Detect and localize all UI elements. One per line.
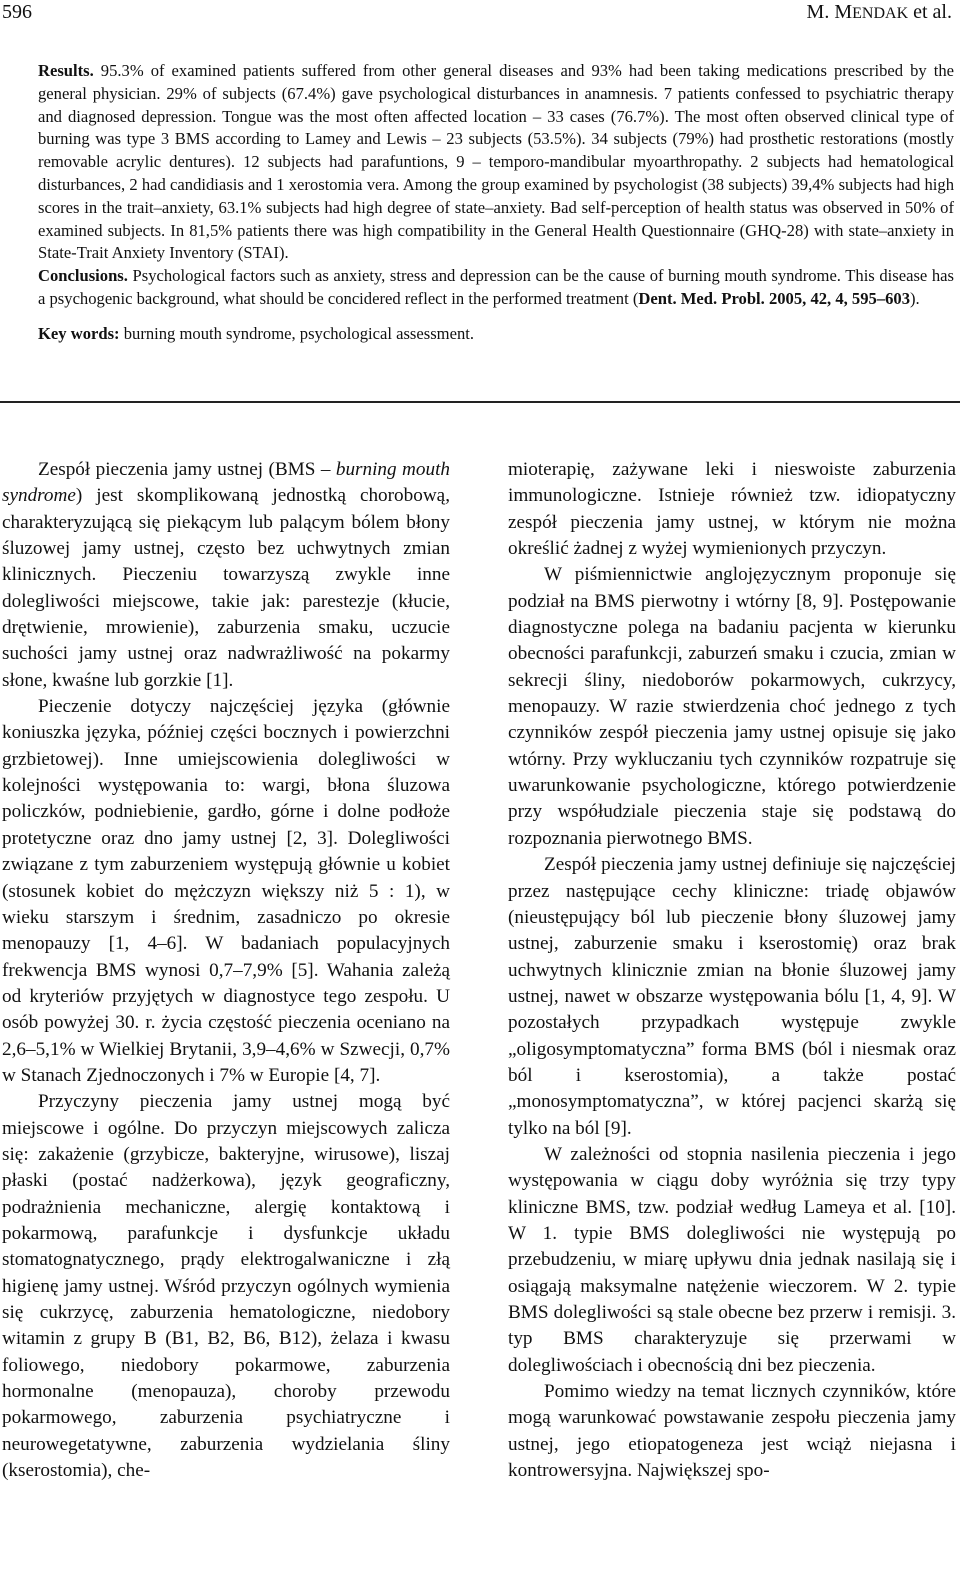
paragraph: Zespół pieczenia jamy ustnej definiuje się najczęściej przez następujące cechy kliniczne: triadę objawów (nieustępujący ból lub pieczenie błony śluzowej jamy ustnej, zaburzenie smaku i kserostomię) oraz brak uchwytnych klinicznie zmian na błonie śluzowej jamy ustnej, nawet w obszarze występowania bólu [1, 4, 9]. W pozostałych przypadkach występuje zwykle „oligosymptomatyczna” forma BMS (ból i niesmak oraz ból i kserostomia), a także postać „monosymptomatyczna”, w której pacjenci skarżą się tylko na ból [9]. xyxy=(508,854,956,1139)
abstract-conclusions xyxy=(38,265,954,311)
conclusions-label: Conclusions. xyxy=(38,266,128,286)
section-divider xyxy=(0,401,960,403)
author-surname-smallcaps: ENDAK xyxy=(852,5,909,22)
conclusions-text: Psychological factors such as anxiety, stress and depression can be the cause of burning mouth syndrome. This disease has a psychogenic background, what should be concidered reflect in the performed treatment ( xyxy=(38,266,954,308)
page-number: 596 xyxy=(2,1,32,23)
keywords-label: Key words: xyxy=(38,323,120,343)
paragraph: W piśmiennictwie anglojęzycznym proponuje się podział na BMS pierwotny i wtórny [8, 9]. Postępowanie diagnostyczne polega na badaniu pacjenta w kierunku obecności parafunkcji, zaburzeń smaku i czucia, zmian w sekrecji śliny, niedoborów pokarmowych, cukrzycy, menopauzy. W razie stwierdzenia choć jednego z tych czynników zespół pieczenia jamy ustnej opisuje się jako wtórny. Przy wykluczaniu tych czynników rozpatruje się uwarunkowanie psychologiczne, którego potwierdzenie przy współudziale pieczenia staje się podstawą do rozpoznania pierwotnego BMS. xyxy=(508,564,956,849)
citation-close: ). xyxy=(910,288,920,308)
paragraph xyxy=(2,457,450,694)
et-al: et al. xyxy=(908,1,952,23)
body-left-column xyxy=(2,457,450,1484)
keywords xyxy=(38,323,954,346)
citation: Dent. Med. Probl. 2005, 42, 4, 595–603 xyxy=(638,288,911,308)
author-running-head xyxy=(807,0,952,26)
body-right-column xyxy=(508,457,956,1484)
results-label: Results. xyxy=(38,61,94,80)
para-emphasis: burning mouth syndrome xyxy=(2,459,450,507)
paragraph-continued: mioterapię, zażywane leki i nieswoiste zaburzenia immunologiczne. Istnieje również tzw. idiopatyczny zespół pieczenia jamy ustnej, w którym nie można określić żadnej z wyżej wymienionych przyczyn. xyxy=(508,459,956,560)
paragraph: Pomimo wiedzy na temat licznych czynników, które mogą warunkować powstawanie zespołu pieczenia jamy ustnej, jego etiopatogeneza jest wciąż niejasna i kontrowersyjna. Największej spo- xyxy=(508,1381,956,1482)
running-header xyxy=(0,0,960,30)
paragraph: Przyczyny pieczenia jamy ustnej mogą być miejscowe i ogólne. Do przyczyn miejscowych zalicza się: zakażenie (grzybicze, bakteryjne, wirusowe), liszaj płaski (postać nadżerkowa), język geograficzny, podrażnienia mechaniczne, alergię kontaktową i pokarmową, parafunkcje i dysfunkcje układu stomatognatycznego, prądy elektrogalwaniczne i złą higienę jamy ustnej. Wśród przyczyn ogólnych wymienia się cukrzycę, zaburzenia hematologiczne, niedobory witamin z grupy B (B1, B2, B6, B12), żelaza i kwasu foliowego, niedobory pokarmowe, zaburzenia hormonalne (menopauza), choroby przewodu pokarmowego, zaburzenia psychiatryczne i neurowegetatywne, zaburzenia wydzielania śliny (kserostomia), che- xyxy=(2,1091,450,1482)
abstract-results xyxy=(38,60,954,265)
paragraph: Pieczenie dotyczy najczęściej języka (głównie koniuszka języka, później części bocznych i powierzchni grzbietowej). Inne umiejscowienia dolegliwości w kolejności występowania to: wargi, błona śluzowa policzków, podniebienie, gardło, górne i dolne podłoże protetyczne oraz dno jamy ustnej [2, 3]. Dolegliwości związane z tym zaburzeniem występują głównie u kobiet (stosunek kobiet do mężczyzn większy niż 5 : 1), w wieku starszym i średnim, zasadniczo po okresie menopauzy [1, 4–6]. W badaniach populacyjnych frekwencja BMS wynosi 0,7–7,9% [5]. Wahania zależą od kryteriów przyjętych w diagnostyce tego zespołu. U osób powyżej 30. r. życia częstość pieczenia oceniano na 2,6–5,1% w Wielkiej Brytanii, 3,9–4,6% w Szwecji, 0,7% w Stanach Zjednoczonych i 7% w Europie [4, 7]. xyxy=(2,696,450,1086)
para-text: ) jest skomplikowaną jednostką chorobową, charakteryzującą się piekącym lub palącym bólem błony śluzowej jamy ustnej, często bez uchwytnych zmian klinicznych. Pieczeniu towarzyszą zwykle inne dolegliwości miejscowe, takie jak: parestezje (kłucie, drętwienie, mrowienie), zaburzenia smaku, uczucie suchości jamy ustnej oraz nadwrażliwość na pokarmy słone, kwaśne lub gorzkie [1]. xyxy=(2,485,450,691)
paragraph: W zależności od stopnia nasilenia pieczenia i jego występowania w ciągu doby wyróżnia się trzy typy kliniczne BMS, tzw. podział według Lameya et al. [10]. W 1. typie BMS dolegliwości nie występują po przebudzeniu, w miarę upływu dnia jednak nasilają się i osiągają maksymalne natężenie wieczorem. W 2. typie BMS dolegliwości są stale obecne bez przerw i remisji. 3. typ BMS charakteryzuje się przerwami w dolegliwościach i obecnością dni bez pieczenia. xyxy=(508,1143,956,1376)
abstract xyxy=(38,60,954,346)
para-text: Zespół pieczenia jamy ustnej (BMS – xyxy=(38,459,336,480)
author-initial: M. M xyxy=(806,1,853,23)
keywords-text: burning mouth syndrome, psychological assessment. xyxy=(119,323,474,343)
results-text: 95.3% of examined patients suffered from other general diseases and 93% had been taking medications prescribed by the general physician. 29% of subjects (67.4%) gave psychological disturbances in anamnesis. 7 patients confessed to psychiatric therapy and diagnosed depression. Tongue was the most often affected location – 33 cases (76.7%). The most often observed clinical type of burning was type 3 BMS according to Lamey and Lewis – 23 subjects (53.5%). 34 subjects (79%) had prosthetic restorations (mostly removable acrylic dentures). 12 subjects had parafuntions, 9 – temporo-mandibular myoarthropathy. 2 subjects had hematological disturbances, 2 had candidiasis and 1 xerostomia vera. Among the group examined by psychologist (38 subjects) 39,4% subjects had high scores in the trait–anxiety, 63.1% subjects had high degree of state–anxiety. Bad self-perception of health status was observed in 50% of examined subjects. In 81,5% patients there was high compatibility in the General Health Questionnaire (GHQ-28) with state–anxiety in State-Trait Anxiety Inventory (STAI). xyxy=(38,61,954,263)
